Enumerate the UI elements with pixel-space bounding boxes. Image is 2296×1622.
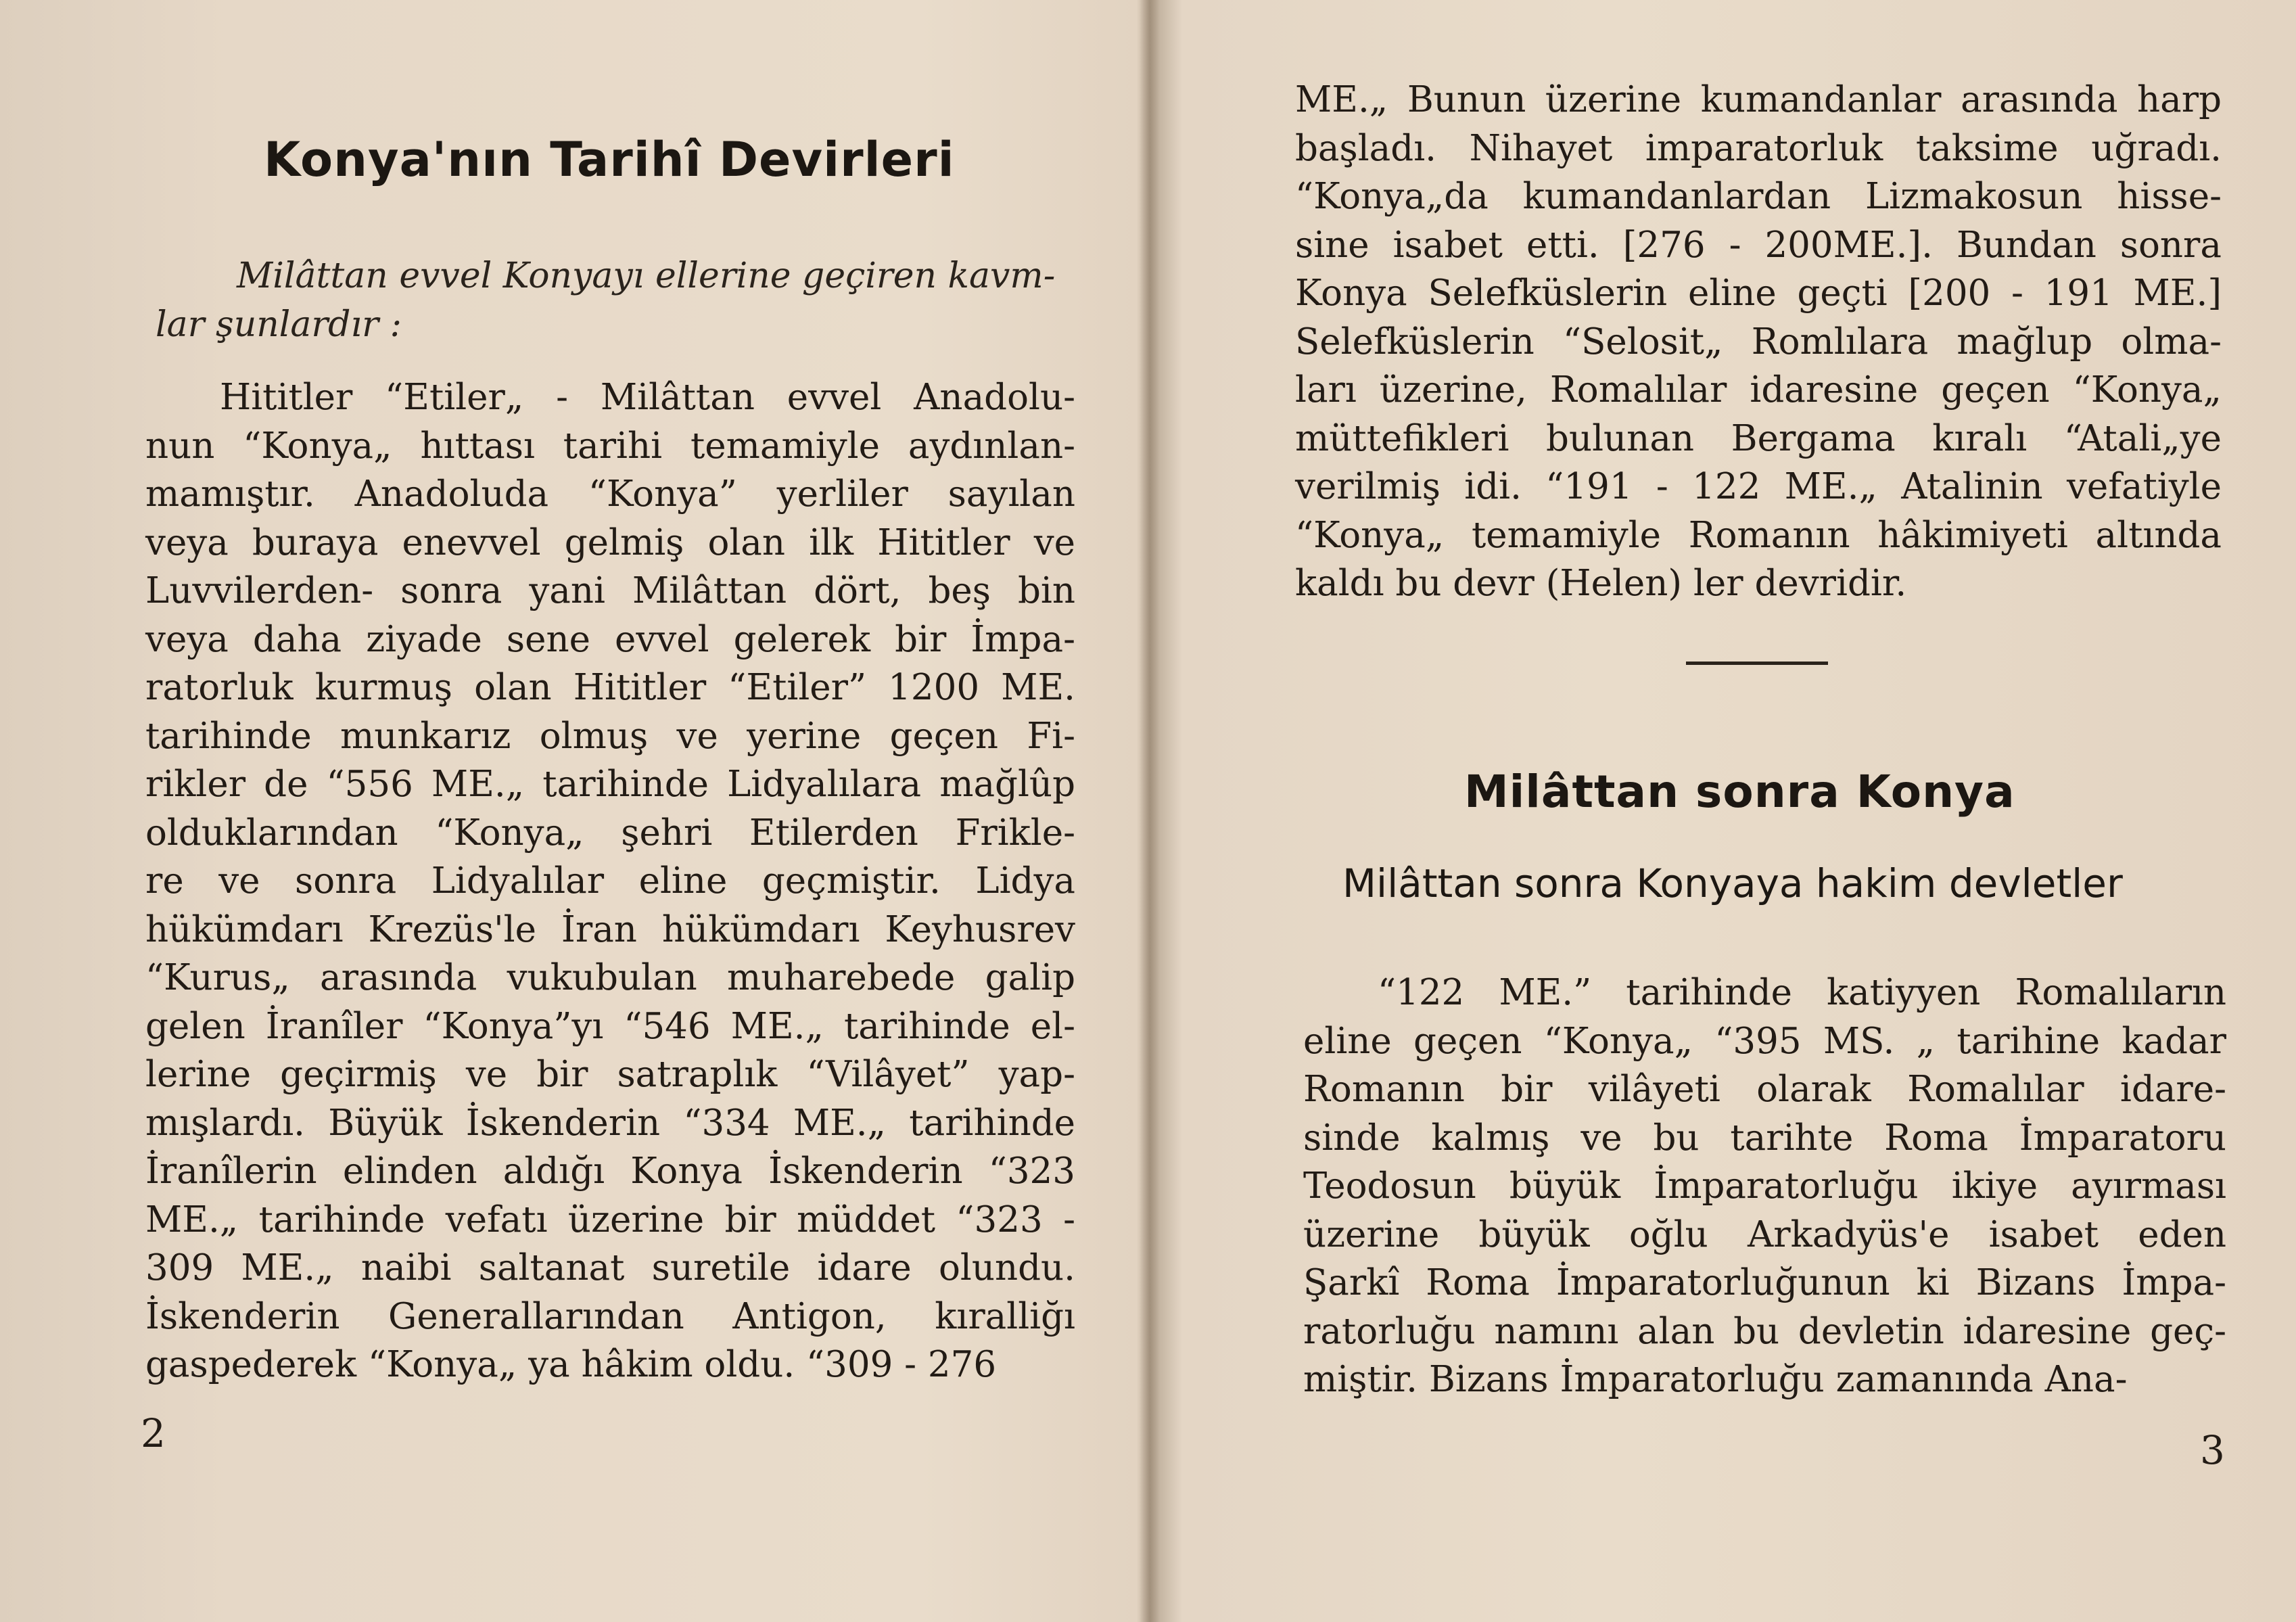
- text-line: “Konya„da kumandanlardan Lizmakosun hisse-: [1295, 176, 2222, 217]
- text-line: ratorluğu namını alan bu devletin idaresine geç-: [1303, 1310, 2226, 1352]
- text-line: “122 ME.” tarihinde katiyyen Romalıların: [1378, 972, 2226, 1013]
- text-line: nun “Konya„ hıttası tarihi temamiyle aydınlan-: [145, 425, 1075, 467]
- text-line: “Konya„ temamiyle Romanın hâkimiyeti altında: [1295, 514, 2222, 556]
- text-line: sinde kalmış ve bu tarihte Roma İmparatoru: [1303, 1117, 2226, 1159]
- left-page: [0, 0, 1143, 1622]
- right-body-text-bottom: [1303, 969, 2226, 1404]
- intro-text: [156, 252, 1082, 349]
- left-body-text: [145, 373, 1075, 1389]
- text-line: miştir. Bizans İmparatorluğu zamanında Ana-: [1303, 1359, 2128, 1400]
- text-line: başladı. Nihayet imparatorluk taksime uğradı.: [1295, 127, 2222, 169]
- text-line: üzerine büyük oğlu Arkadyüs'e isabet eden: [1303, 1213, 2226, 1255]
- text-line: gaspederek “Konya„ ya hâkim oldu. “309 - 276: [145, 1344, 997, 1385]
- right-body-text-top: [1295, 76, 2222, 608]
- text-line: verilmiş idi. “191 - 122 ME.„ Atalinin vefatiyle: [1295, 466, 2222, 507]
- text-line: İskenderin Generallarından Antigon, kıralliğı: [145, 1295, 1075, 1337]
- section-divider: [1686, 662, 1828, 665]
- intro-line: Milâttan evvel Konyayı ellerine geçiren kavm-: [237, 256, 1056, 296]
- text-line: tarihinde munkarız olmuş ve yerine geçen Fi-: [145, 715, 1075, 757]
- text-line: 309 ME.„ naibi saltanat suretile idare olundu.: [145, 1247, 1075, 1289]
- right-page: [1153, 0, 2296, 1622]
- text-line: ME.„ tarihinde vefatı üzerine bir müddet “323 -: [145, 1199, 1075, 1241]
- text-line: “Kurus„ arasında vukubulan muharebede galip: [145, 957, 1075, 998]
- text-line: eline geçen “Konya„ “395 MS. „ tarihine kadar: [1303, 1020, 2226, 1062]
- text-line: sine isabet etti. [276 - 200ME.]. Bundan sonra: [1295, 224, 2222, 266]
- page-title: Konya'nın Tarihî Devirleri: [264, 132, 955, 187]
- text-line: gelen İranîler “Konya”yı “546 ME.„ tarihinde el-: [145, 1005, 1075, 1047]
- text-line: Selefküslerin “Selosit„ Romlılara mağlup olma-: [1295, 321, 2222, 363]
- text-line: ratorluk kurmuş olan Hititler “Etiler” 1200 ME.: [145, 667, 1075, 708]
- section-subheading: Milâttan sonra Konyaya hakim devletler: [1342, 860, 2123, 906]
- text-line: hükümdarı Krezüs'le İran hükümdarı Keyhusrev: [145, 908, 1075, 950]
- text-line: olduklarından “Konya„ şehri Etilerden Frikle-: [145, 812, 1075, 854]
- text-line: lerine geçirmiş ve bir satraplık “Vilâyet” yap-: [145, 1054, 1075, 1095]
- text-line: Teodosun büyük İmparatorluğu ikiye ayırması: [1303, 1165, 2226, 1207]
- section-heading: Milâttan sonra Konya: [1464, 766, 2015, 818]
- text-line: mışlardı. Büyük İskenderin “334 ME.„ tarihinde: [145, 1102, 1075, 1144]
- text-line: veya buraya enevvel gelmiş olan ilk Hititler ve: [145, 522, 1075, 563]
- text-line: Konya Selefküslerin eline geçti [200 - 191 ME.]: [1295, 273, 2222, 314]
- text-line: ME.„ Bunun üzerine kumandanlar arasında harp: [1295, 79, 2222, 120]
- intro-line: lar şunlardır :: [156, 304, 402, 345]
- page-number: 3: [2200, 1427, 2225, 1473]
- text-line: rikler de “556 ME.„ tarihinde Lidyalılara mağlûp: [145, 764, 1075, 805]
- text-line: Şarkî Roma İmparatorluğunun ki Bizans İmpa-: [1303, 1262, 2226, 1303]
- text-line: Luvvilerden- sonra yani Milâttan dört, beş bin: [145, 570, 1075, 611]
- text-line: re ve sonra Lidyalılar eline geçmiştir. Lidya: [145, 860, 1075, 902]
- text-line: İranîlerin elinden aldığı Konya İskenderin “323: [145, 1151, 1075, 1192]
- page-number: 2: [141, 1410, 166, 1456]
- text-line: müttefikleri bulunan Bergama kıralı “Atali„ye: [1295, 417, 2222, 459]
- text-line: Hititler “Etiler„ - Milâttan evvel Anadolu-: [220, 377, 1075, 418]
- text-line: mamıştır. Anadoluda “Konya” yerliler sayılan: [145, 473, 1075, 515]
- text-line: kaldı bu devr (Helen) ler devridir.: [1295, 563, 1907, 604]
- text-line: veya daha ziyade sene evvel gelerek bir İmpa-: [145, 618, 1075, 660]
- text-line: Romanın bir vilâyeti olarak Romalılar idare-: [1303, 1069, 2226, 1110]
- text-line: ları üzerine, Romalılar idaresine geçen “Konya„: [1295, 369, 2222, 411]
